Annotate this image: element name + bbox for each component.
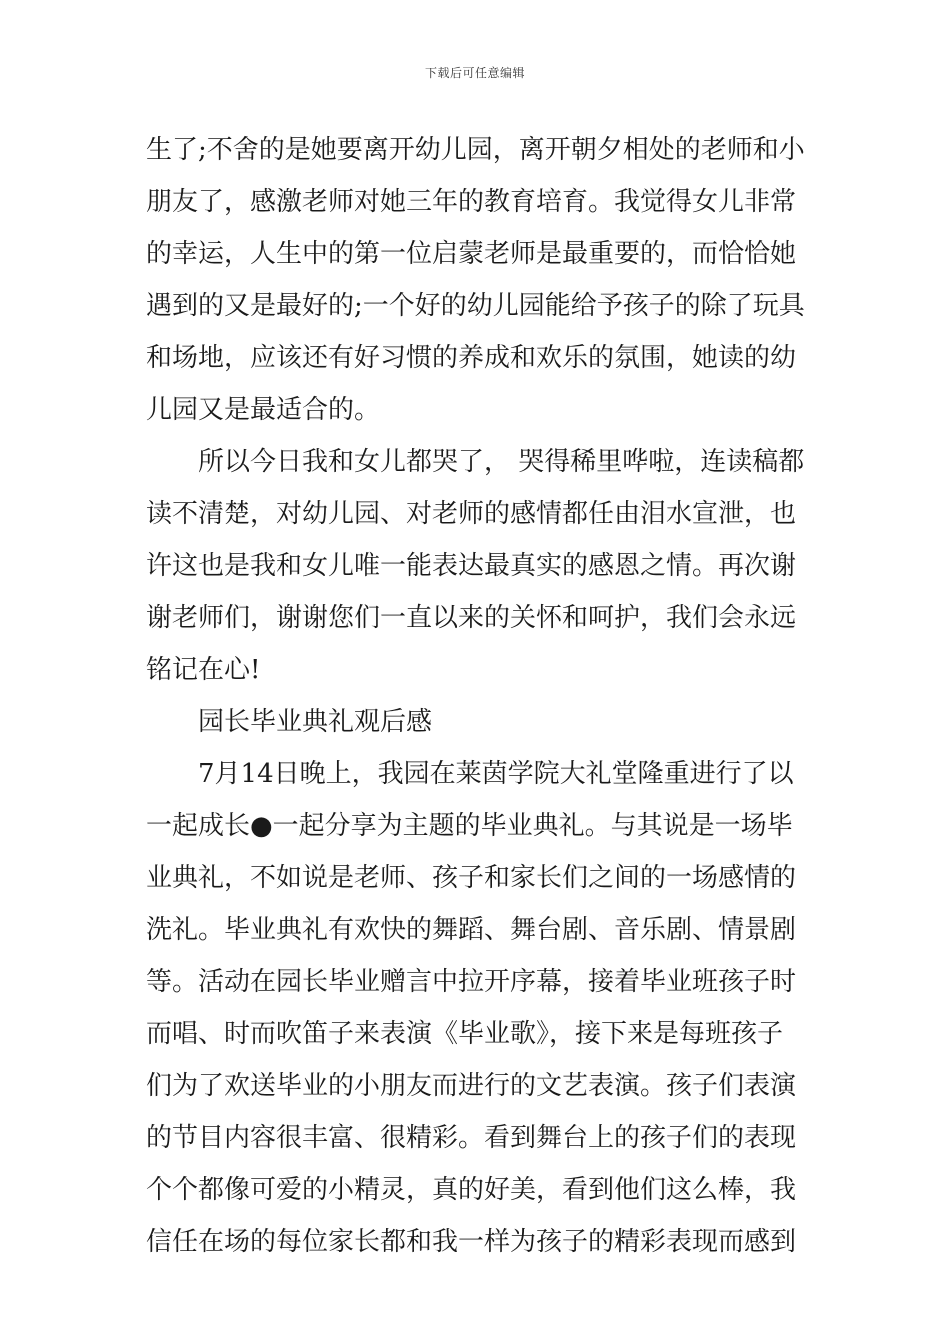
text-line: 洗礼。毕业典礼有欢快的舞蹈、舞台剧、音乐剧、情景剧 xyxy=(146,915,797,945)
text-line: 和场地，应该还有好习惯的养成和欢乐的氛围，她读的幼 xyxy=(146,343,797,373)
text-line: 读不清楚，对幼儿园、对老师的感情都任由泪水宣泄，也 xyxy=(146,499,797,529)
page-header: 下载后可任意编辑 xyxy=(424,66,525,80)
text-line: 所以今日我和女儿都哭了， 哭得稀里哗啦，连读稿都 xyxy=(146,447,805,477)
document-body xyxy=(146,124,806,1268)
text-line: 谢老师们，谢谢您们一直以来的关怀和呵护，我们会永远 xyxy=(146,603,797,633)
text-line: 的节目内容很丰富、很精彩。看到舞台上的孩子们的表现 xyxy=(146,1123,797,1153)
text-line: 信任在场的每位家长都和我一样为孩子的精彩表现而感到 xyxy=(146,1227,797,1257)
text-line: 个个都像可爱的小精灵，真的好美，看到他们这么棒，我 xyxy=(146,1175,797,1205)
text-line: 一起成长●一起分享为主题的毕业典礼。与其说是一场毕 xyxy=(146,811,793,841)
text-line: 儿园又是最适合的。 xyxy=(146,395,381,425)
text-line: 7月14日晚上，我园在莱茵学院大礼堂隆重进行了以 xyxy=(146,759,794,789)
text-line: 们为了欢送毕业的小朋友而进行的文艺表演。孩子们表演 xyxy=(146,1071,797,1101)
text-line: 生了;不舍的是她要离开幼儿园，离开朝夕相处的老师和小 xyxy=(146,135,805,165)
section-title: 园长毕业典礼观后感 xyxy=(146,707,433,737)
text-line: 许这也是我和女儿唯一能表达最真实的感恩之情。再次谢 xyxy=(146,551,797,581)
text-line: 而唱、时而吹笛子来表演《毕业歌》，接下来是每班孩子 xyxy=(146,1019,784,1049)
text-line: 遇到的又是最好的;一个好的幼儿园能给予孩子的除了玩具 xyxy=(146,291,805,321)
text-line: 等。活动在园长毕业赠言中拉开序幕，接着毕业班孩子时 xyxy=(146,967,797,997)
text-line: 的幸运，人生中的第一位启蒙老师是最重要的，而恰恰她 xyxy=(146,239,797,269)
text-line: 铭记在心! xyxy=(146,655,261,685)
text-line: 业典礼，不如说是老师、孩子和家长们之间的一场感情的 xyxy=(146,863,797,893)
text-line: 朋友了，感激老师对她三年的教育培育。我觉得女儿非常 xyxy=(146,187,797,217)
